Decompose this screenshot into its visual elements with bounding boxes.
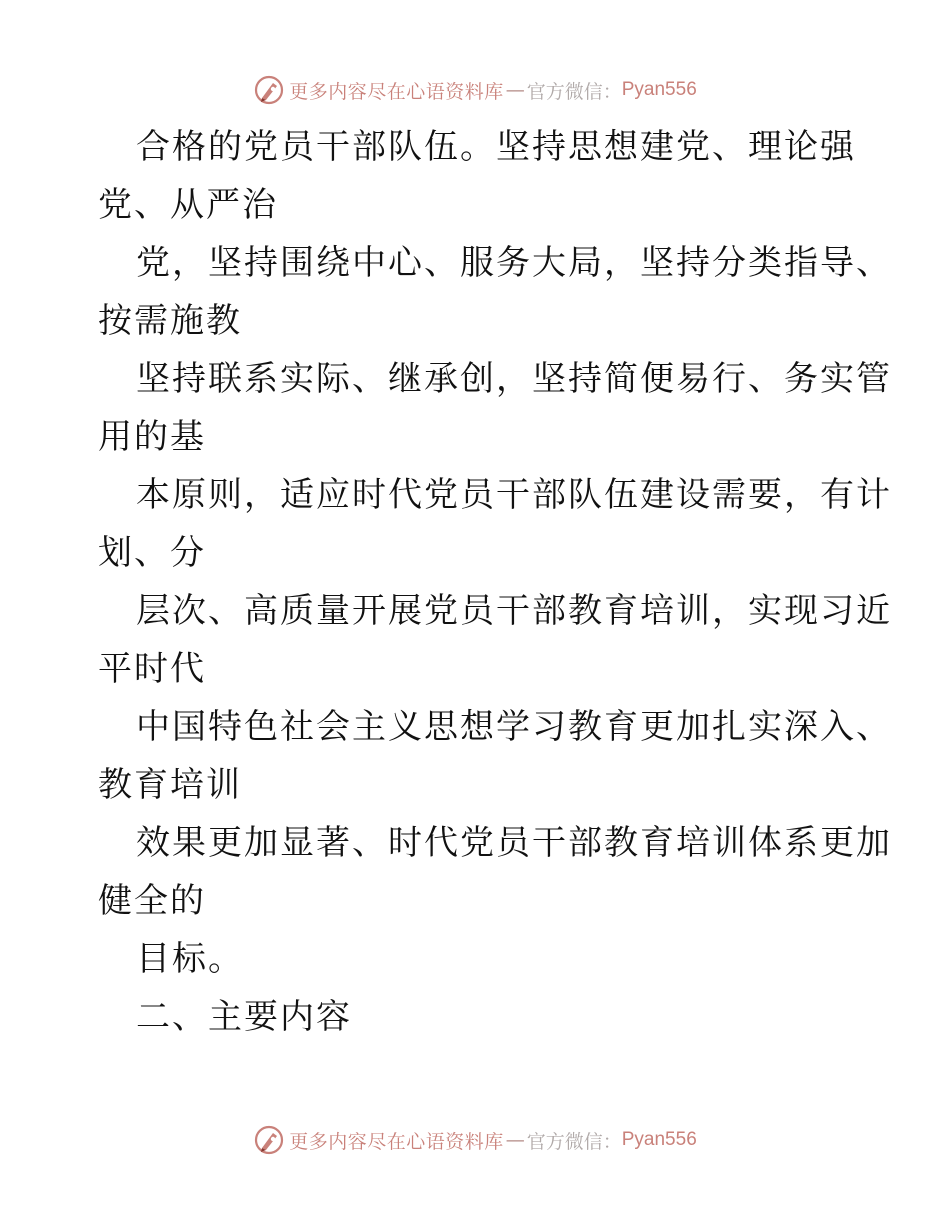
- watermark-brand: 更多内容尽在心语资料库: [289, 1130, 504, 1153]
- body-line: 按需施教: [98, 301, 242, 341]
- watermark-wechat-id: Pyan556: [621, 1129, 697, 1150]
- watermark-dash: —: [505, 79, 525, 101]
- watermark-official-label: 官方微信：: [526, 1130, 622, 1153]
- body-line: 效果更加显著、时代党员干部教育培训体系更加: [136, 823, 892, 863]
- watermark-dash: —: [505, 1129, 525, 1151]
- body-line: 目标。: [136, 939, 244, 979]
- pen-logo-icon: [253, 74, 285, 106]
- watermark-official-label: 官方微信：: [526, 80, 622, 103]
- body-line: 中国特色社会主义思想学习教育更加扎实深入、: [136, 707, 892, 747]
- body-line: 教育培训: [98, 765, 242, 805]
- body-line: 党、从严治: [98, 185, 278, 225]
- body-line: 党，坚持围绕中心、服务大局，坚持分类指导、: [136, 243, 892, 283]
- header-watermark: [0, 72, 950, 108]
- body-line: 坚持联系实际、继承创，坚持简便易行、务实管: [136, 359, 892, 399]
- section-heading: 二、主要内容: [136, 997, 352, 1037]
- watermark-brand: 更多内容尽在心语资料库: [289, 80, 504, 103]
- footer-watermark: [0, 1122, 950, 1158]
- watermark-wechat-id: Pyan556: [621, 79, 697, 100]
- body-line: 合格的党员干部队伍。坚持思想建党、理论强: [136, 127, 856, 167]
- body-line: 平时代: [98, 649, 206, 689]
- body-line: 层次、高质量开展党员干部教育培训，实现习近: [136, 591, 892, 631]
- body-line: 健全的: [98, 881, 206, 921]
- document-body: [98, 118, 892, 1046]
- body-line: 用的基: [98, 417, 206, 457]
- pen-logo-icon: [253, 1124, 285, 1156]
- body-line: 划、分: [98, 533, 206, 573]
- body-line: 本原则，适应时代党员干部队伍建设需要，有计: [136, 475, 892, 515]
